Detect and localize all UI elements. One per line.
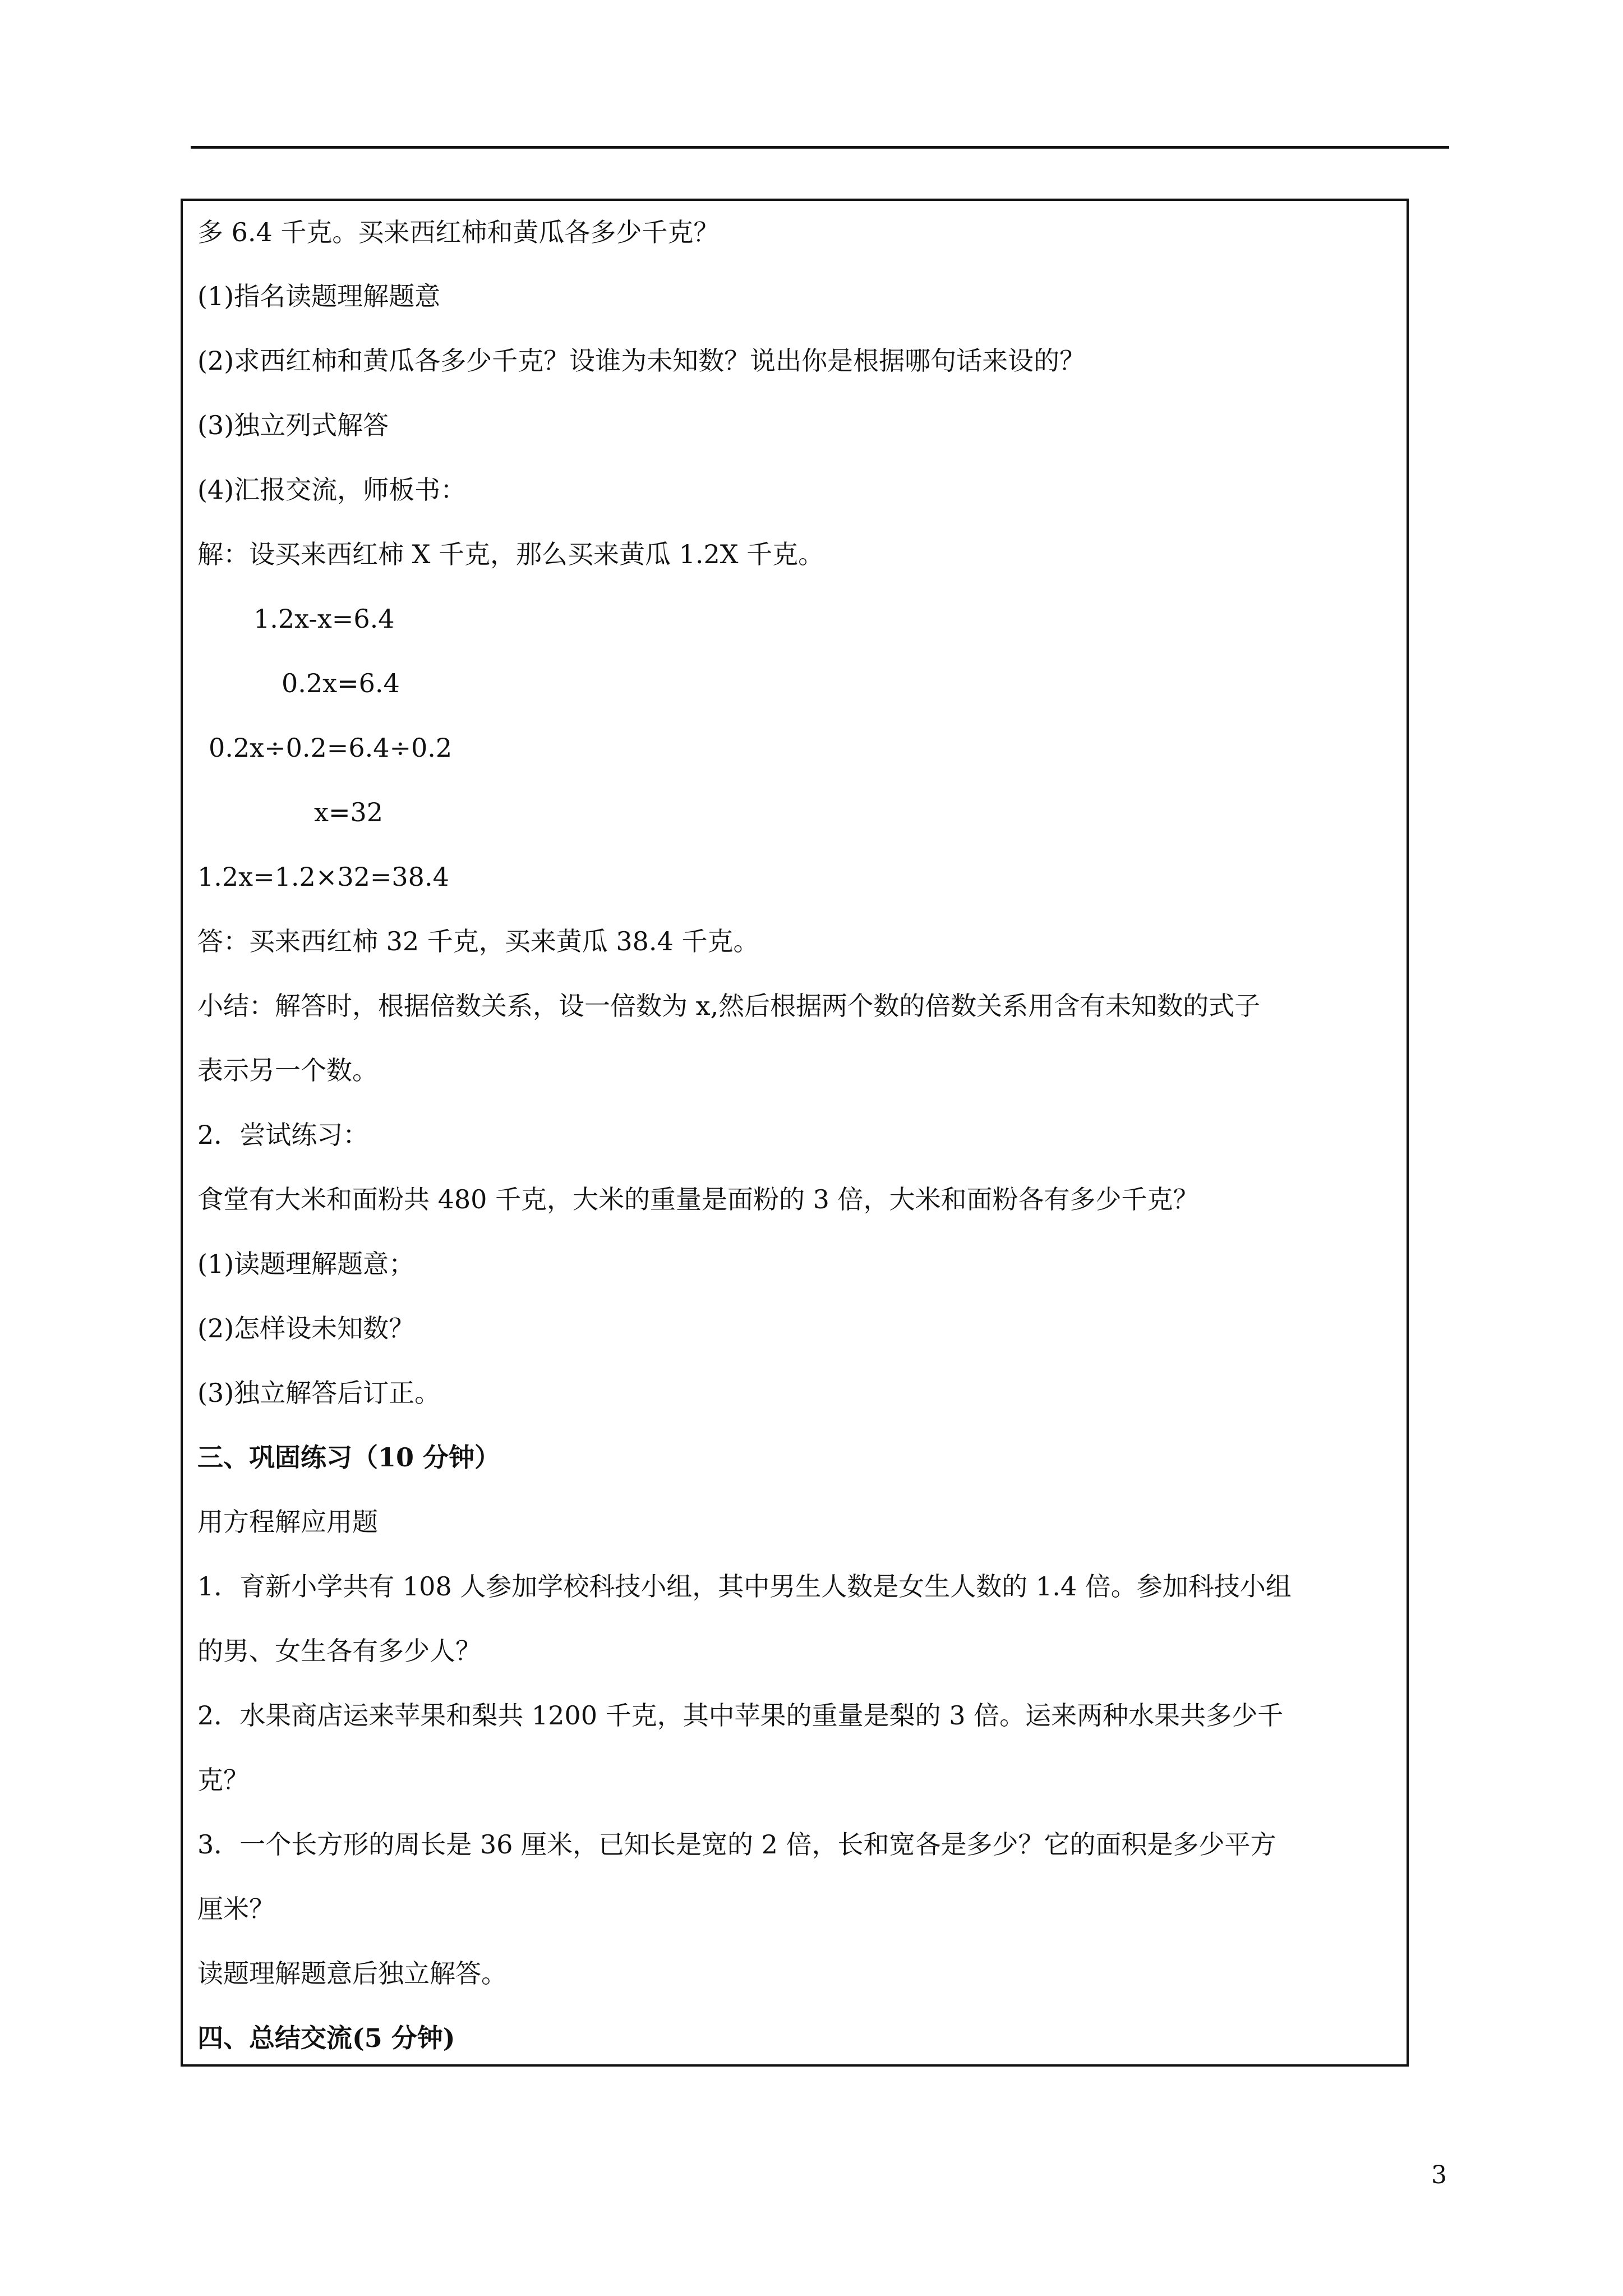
equation-line-4: x=32 xyxy=(314,797,384,827)
equation-line-3: 0.2x÷0.2=6.4÷0.2 xyxy=(209,733,453,763)
step-solve-independently: (3)独立列式解答 xyxy=(197,410,389,440)
step-read-problem: (1)指名读题理解题意 xyxy=(197,281,441,311)
exercise-1-line-1: 1．育新小学共有 108 人参加学校科技小组，其中男生人数是女生人数的 1.4 倍。参加科技小组 xyxy=(197,1571,1292,1602)
exercise-intro: 用方程解应用题 xyxy=(197,1507,378,1537)
exercise-2-line-2: 克？ xyxy=(197,1765,249,1795)
summary-line-1: 小结：解答时，根据倍数关系，设一倍数为 x,然后根据两个数的倍数关系用含有未知数的式子 xyxy=(197,991,1261,1021)
solution-setup: 解：设买来西红柿 X 千克，那么买来黄瓜 1.2X 千克。 xyxy=(197,539,824,569)
answer-line: 答：买来西红柿 32 千克，买来黄瓜 38.4 千克。 xyxy=(197,926,759,956)
header-rule xyxy=(191,146,1449,149)
lesson-content-box xyxy=(181,199,1409,2067)
practice-step-1: (1)读题理解题意； xyxy=(197,1249,415,1279)
practice-step-2: (2)怎样设未知数？ xyxy=(197,1313,415,1343)
problem-text-line: 多 6.4 千克。买来西红柿和黄瓜各多少千克？ xyxy=(197,217,720,247)
exercise-1-line-2: 的男、女生各有多少人？ xyxy=(197,1636,481,1666)
exercise-3-line-2: 厘米？ xyxy=(197,1894,275,1924)
step-set-unknown: (2)求西红柿和黄瓜各多少千克？设谁为未知数？说出你是根据哪句话来设的？ xyxy=(197,346,1086,376)
section-heading-summary: 四、总结交流(5 分钟) xyxy=(197,2023,455,2053)
exercise-3-line-1: 3．一个长方形的周长是 36 厘米，已知长是宽的 2 倍，长和宽各是多少？它的面积是多少平方 xyxy=(197,1829,1276,1860)
equation-line-1: 1.2x-x=6.4 xyxy=(253,604,395,634)
equation-line-5: 1.2x=1.2×32=38.4 xyxy=(197,862,449,892)
trial-practice-heading: 2．尝试练习： xyxy=(197,1120,369,1150)
practice-step-3: (3)独立解答后订正。 xyxy=(197,1378,441,1408)
exercise-2-line-1: 2．水果商店运来苹果和梨共 1200 千克，其中苹果的重量是梨的 3 倍。运来两种水果共多少千 xyxy=(197,1700,1284,1731)
equation-line-2: 0.2x=6.4 xyxy=(282,668,400,698)
trial-practice-problem: 食堂有大米和面粉共 480 千克，大米的重量是面粉的 3 倍，大米和面粉各有多少千克？ xyxy=(197,1184,1199,1214)
section-heading-consolidation: 三、巩固练习（10 分钟） xyxy=(197,1442,501,1473)
page-number: 3 xyxy=(1431,2161,1447,2189)
summary-line-2: 表示另一个数。 xyxy=(197,1055,378,1085)
step-report-exchange: (4)汇报交流，师板书： xyxy=(197,475,467,505)
exercise-instruction: 读题理解题意后独立解答。 xyxy=(197,1958,507,1989)
